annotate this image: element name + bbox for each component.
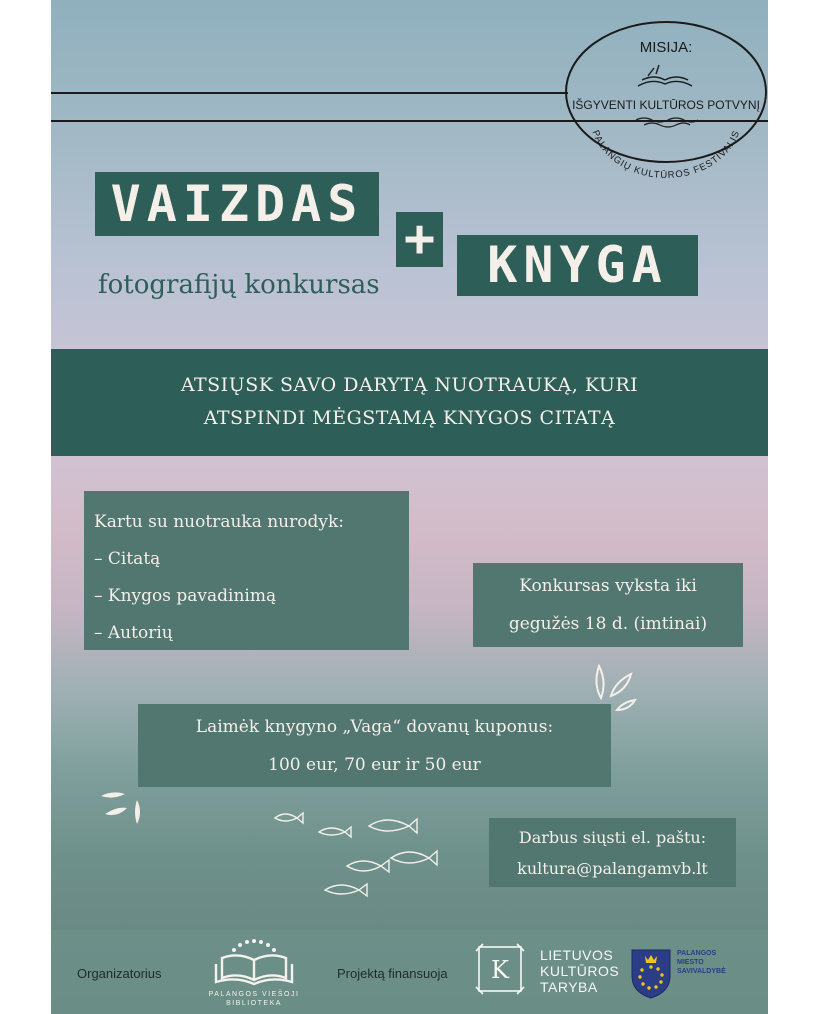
deadline-line-2: gegužės 18 d. (imtinai) — [508, 614, 708, 634]
title-word-vaizdas: VAIZDAS — [95, 172, 379, 236]
open-book-logo-icon — [200, 938, 308, 986]
seal-middle-text: IŠGYVENTI KULTŪROS POTVYNĮ — [572, 98, 760, 112]
contest-subtitle: fotografijų konkursas — [98, 270, 380, 300]
requirement-item-quote: – Citatą — [94, 549, 161, 569]
seal-top-text: MISIJA: — [639, 39, 693, 56]
submission-email[interactable]: kultura@palangamvb.lt — [517, 859, 708, 878]
prize-box — [138, 704, 611, 787]
mission-seal — [562, 20, 768, 182]
svg-text:PALANGIŲ KULTŪROS FESTIVALIS — [590, 129, 743, 181]
deadline-line-1: Konkursas vyksta iki — [519, 576, 697, 596]
fish-school-icon — [269, 806, 449, 902]
municipality-name-line-2: MIESTO — [677, 959, 704, 966]
municipality-name — [677, 949, 726, 976]
submission-label: Darbus siųsti el. paštu: — [518, 828, 707, 847]
culture-council-name — [540, 947, 619, 995]
library-name-line-2: BIBLIOTEKA — [226, 1000, 282, 1007]
requirements-box — [84, 491, 409, 650]
council-logo-letter: K — [491, 956, 509, 984]
requirement-item-book-title: – Knygos pavadinimą — [94, 586, 277, 606]
requirements-heading: Kartu su nuotrauka nurodyk: — [94, 512, 345, 532]
title-plus-sign: + — [396, 212, 443, 267]
prize-line-1: Laimėk knygyno „Vaga“ dovanų kuponus: — [195, 717, 554, 737]
title-word-knyga: KNYGA — [457, 235, 698, 296]
municipality-name-line-3: SAVIVALDYBĖ — [677, 968, 726, 975]
municipality-crest-icon — [629, 946, 673, 1000]
poster — [51, 0, 768, 1014]
mission-seal-graphic — [562, 20, 768, 182]
requirement-item-author: – Autorių — [94, 623, 173, 643]
library-logo — [200, 938, 308, 1007]
open-book-icon — [638, 65, 692, 86]
culture-council-logo-icon — [475, 943, 525, 995]
prize-line-2: 100 eur, 70 eur ir 50 eur — [268, 755, 481, 775]
splash-sparkle-icon — [97, 786, 151, 830]
council-name-line-2: KULTŪROS — [540, 963, 620, 979]
council-name-line-3: TARYBA — [540, 979, 598, 995]
call-to-action-banner — [51, 349, 768, 456]
municipality-name-line-1: PALANGOS — [677, 950, 717, 957]
library-name-line-1: PALANGOS VIEŠOJI — [208, 991, 300, 998]
funder-label: Projektą finansuoja — [337, 966, 448, 981]
top-rule-line — [51, 92, 568, 94]
banner-line-1: ATSIŲSK SAVO DARYTĄ NUOTRAUKĄ, KURI — [180, 374, 639, 396]
seal-bottom-text: PALANGIŲ KULTŪROS FESTIVALIS — [589, 128, 743, 182]
banner-line-2: ATSPINDI MĖGSTAMĄ KNYGOS CITATĄ — [203, 407, 616, 429]
organizer-label: Organizatorius — [77, 966, 162, 981]
council-name-line-1: LIETUVOS — [540, 947, 614, 963]
deadline-box — [473, 563, 743, 647]
submission-box — [489, 818, 736, 887]
